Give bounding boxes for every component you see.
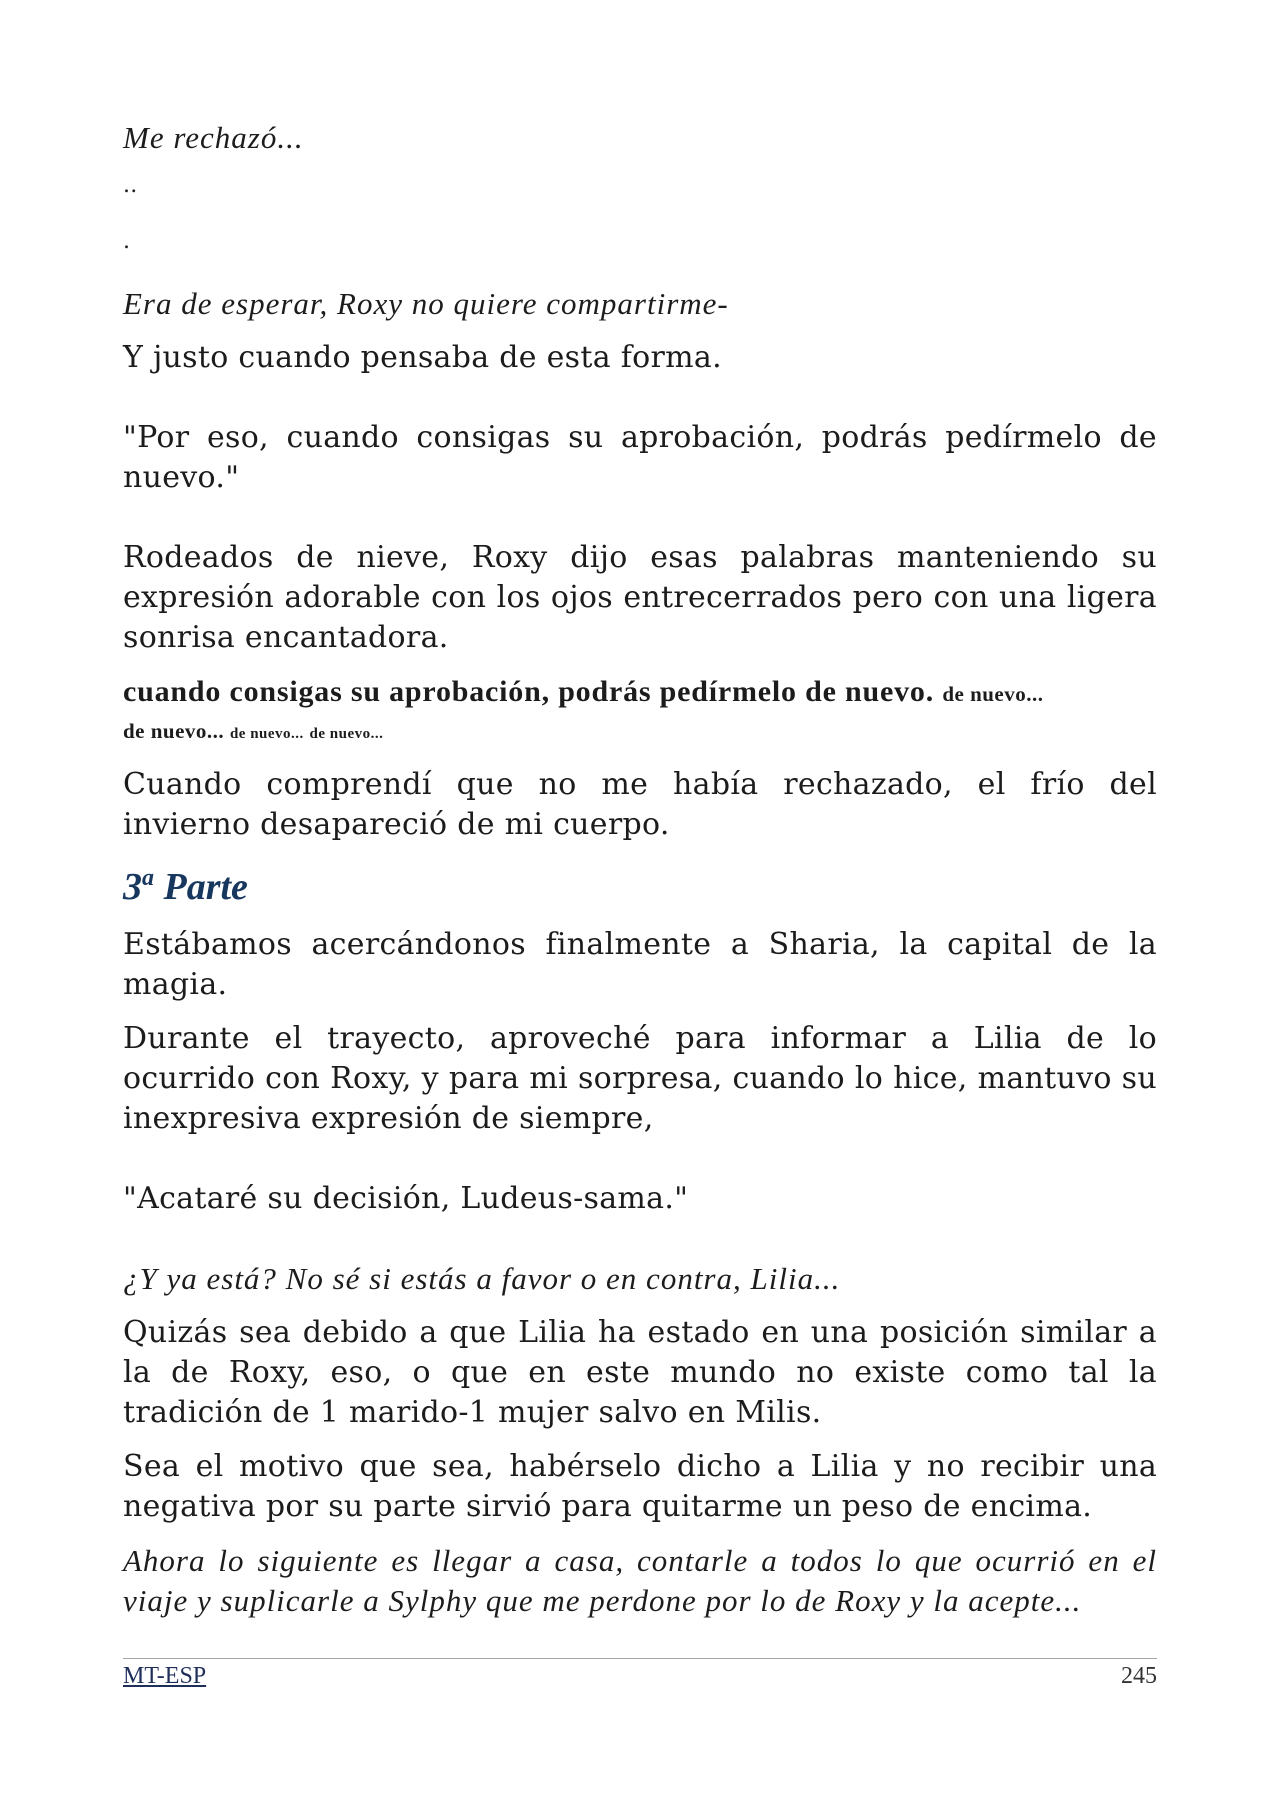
page-footer [123, 1658, 1157, 1690]
narration-paragraph: Rodeados de nieve, Roxy dijo esas palabras manteniendo su expresión adorable con los ojos entrecerrados pero con una ligera sonrisa encantadora. [123, 540, 1157, 655]
dialogue-paragraph: "Por eso, cuando consigas su aprobación, podrás pedírmelo de nuevo." [123, 420, 1157, 495]
page-number: 245 [1121, 1663, 1157, 1689]
page-body [123, 118, 1157, 1635]
narration-paragraph: Quizás sea debido a que Lilia ha estado en una posición similar a la de Roxy, eso, o que en este mundo no existe como tal la tradición de 1 marido-1 mujer salvo en Milis. [123, 1315, 1157, 1430]
footer-link[interactable]: MT-ESP [123, 1663, 207, 1689]
section-heading [123, 863, 1157, 911]
inner-thought-paragraph: ¿Y ya está? No sé si estás a favor o en contra, Lilia... [123, 1261, 841, 1296]
echo-fragment: de nuevo... [123, 719, 225, 743]
echo-emphasis-line-2 [123, 714, 1157, 751]
ellipsis-line: .. [123, 173, 138, 198]
narration-paragraph: Y justo cuando pensaba de esta forma. [123, 340, 722, 375]
inner-thought-paragraph: Era de esperar, Roxy no quiere compartirme- [123, 286, 729, 321]
echo-main-text: cuando consigas su aprobación, podrás pedírmelo de nuevo. [123, 675, 935, 708]
heading-text: Parte [163, 866, 248, 908]
narration-paragraph: Durante el trayecto, aproveché para informar a Lilia de lo ocurrido con Roxy, y para mi sorpresa, cuando lo hice, mantuvo su inexpresiva expresión de siempre, [123, 1021, 1157, 1136]
inner-thought-paragraph: Me rechazó... [123, 120, 304, 155]
echo-fragment: de nuevo... [942, 682, 1044, 706]
heading-number: 3 [123, 866, 142, 908]
inner-thought-paragraph: Ahora lo siguiente es llegar a casa, contarle a todos lo que ocurrió en el viaje y suplicarle a Sylphy que me perdone por lo de Roxy y la acepte... [123, 1543, 1157, 1618]
narration-paragraph: Cuando comprendí que no me había rechazado, el frío del invierno desapareció de mi cuerpo. [123, 767, 1157, 842]
narration-paragraph: Sea el motivo que sea, habérselo dicho a Lilia y no recibir una negativa por su parte sirvió para quitarme un peso de encima. [123, 1449, 1157, 1524]
echo-fragment: de nuevo... [309, 726, 384, 742]
narration-paragraph: Estábamos acercándonos finalmente a Sharia, la capital de la magia. [123, 927, 1157, 1002]
echo-fragment: de nuevo... [229, 726, 304, 742]
heading-ordinal: a [142, 865, 154, 891]
echo-emphasis-line [123, 672, 1157, 714]
dialogue-paragraph: "Acataré su decisión, Ludeus-sama." [123, 1181, 689, 1216]
ellipsis-line: . [123, 229, 131, 254]
